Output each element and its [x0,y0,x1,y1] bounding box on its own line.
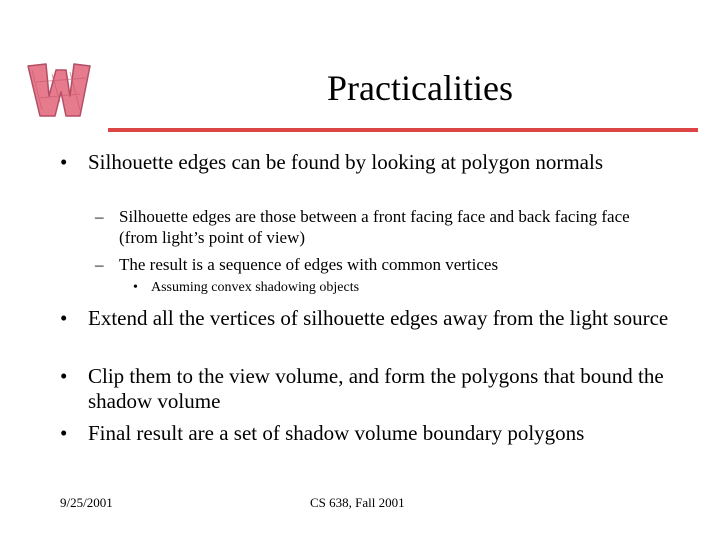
bullet-text: Extend all the vertices of silhouette edges away from the light source [88,306,669,330]
footer-date: 9/25/2001 [60,495,113,510]
bullet-marker: • [60,421,68,445]
bullet-text: Final result are a set of shadow volume boundary polygons [88,421,585,445]
bullet-text: Assuming convex shadowing objects [151,280,360,295]
wisconsin-w-logo-icon [22,52,94,124]
bullet-item [60,150,680,175]
sub-bullet-item [95,206,655,248]
bullet-marker: • [60,306,68,330]
bullet-text: Silhouette edges are those between a front facing face and back facing face (from light’s point of view) [119,207,630,247]
slide-title: Practicalities [327,68,513,108]
bullet-text: Silhouette edges can be found by looking at polygon normals [88,150,603,174]
sub-bullet-item [95,254,655,275]
bullet-item [60,364,680,414]
bullet-marker: • [60,150,68,174]
bullet-marker: – [95,207,104,226]
bullet-text: Clip them to the view volume, and form the polygons that bound the shadow volume [88,364,664,413]
bullet-item [60,421,680,446]
footer-course: CS 638, Fall 2001 [310,495,405,510]
bullet-text: The result is a sequence of edges with common vertices [119,255,499,274]
sub-sub-bullet-item [133,279,633,297]
title-rule [108,128,698,132]
bullet-marker: • [60,364,68,388]
bullet-marker: – [95,255,104,274]
bullet-item [60,306,680,331]
bullet-marker: • [133,280,138,295]
